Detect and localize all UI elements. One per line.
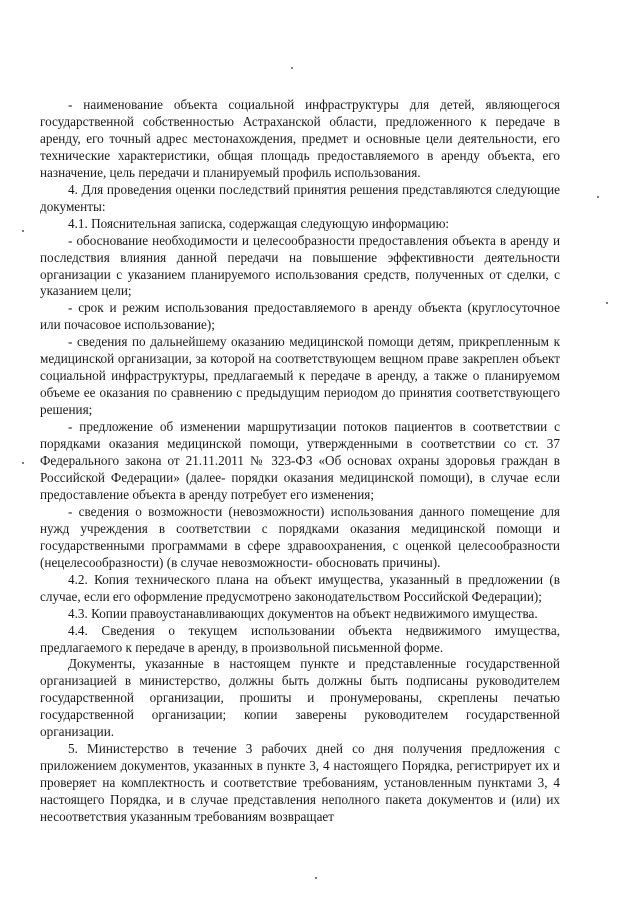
scan-speck [22,462,24,464]
scan-speck [315,877,317,879]
paragraph-documents-signing: Документы, указанные в настоящем пункте и представленные государственной организацией в министерство, должны быть должны быть подписаны руководителем государственной организации, прошиты и пронумерованы, скреплены печатью государственной организации; копии заверены руководителем государственной организации. [40,656,560,740]
paragraph-item-4-1: 4.1. Пояснительная записка, содержащая следующую информацию: [68,215,450,231]
paragraph-justification: - обоснование необходимости и целесообразности предоставления объекта в аренду и последствия влияния данной передачи на повышение эффективности деятельности организации с указанием планируемого использования средств, полученных от сделки, с указанием цели; [40,232,560,299]
paragraph-item-4: 4. Для проведения оценки последствий принятия решения представляются следующие документы: [40,181,560,214]
scan-speck [606,302,608,304]
paragraph-item-4-3: 4.3. Копии правоустанавливающих документов на объект недвижимого имущества. [68,605,538,621]
paragraph-possibility: - сведения о возможности (невозможности) использования данного помещение для нужд учреждения в соответствии с порядками оказания медицинской помощи и государственными программами в сфере здравоохранения, с оценкой целесообразности (нецелесообразности) (в случае невозможности- обосновать причины). [40,503,560,570]
scan-speck [597,196,599,198]
paragraph-item-4-2: 4.2. Копия технического плана на объект имущества, указанный в предложении (в случае, если его оформление предусмотрено законодательством Российской Федерации); [40,571,560,604]
paragraph-item-5: 5. Министерство в течение 3 рабочих дней со дня получения предложения с приложением документов, указанных в пункте 3, 4 настоящего Порядка, регистрирует их и проверяет на комплектность и соответствие требованиям, установленным пунктами 3, 4 настоящего Порядка, и в случае представления неполного пакета документов и (или) их несоответствия указанным требованиям возвращает [40,741,560,825]
paragraph-item-4-4: 4.4. Сведения о текущем использовании объекта недвижимого имущества, предлагаемого к передаче в аренду, в произвольной письменной форме. [40,622,560,655]
document-body [40,97,560,826]
scan-speck [291,67,293,69]
paragraph-routing: - предложение об изменении маршрутизации потоков пациентов в соответствии с порядками оказания медицинской помощи, утвержденными в соответствии со ст. 37 Федерального закона от 21.11.2011 № 323-ФЗ «Об основах охраны здоровья граждан в Российской Федерации» (далее- порядки оказания медицинской помощи), в случае если предоставление объекта в аренду потребует его изменения; [40,419,560,502]
paragraph-object-name: - наименование объекта социальной инфраструктуры для детей, являющегося государственной собственностью Астраханской области, предложенного к передаче в аренду, его точный адрес местонахождения, предмет и основные цели деятельности, его технические характеристики, общая площадь предоставляемого в аренду объекта, его назначение, цель передачи и планируемый профиль использования. [40,97,560,180]
paragraph-term-mode: - срок и режим использования предоставляемого в аренду объекта (круглосуточное или почасовое использование); [40,300,560,333]
paragraph-medical-care: - сведения по дальнейшему оказанию медицинской помощи детям, прикрепленным к медицинской организации, за которой на соответствующем вещном праве закреплен объект социальной инфраструктуры, предлагаемый к передаче в аренду, а также о планируемом объеме ее оказания по сравнению с предыдущим периодом до принятия соответствующего решения; [40,334,560,418]
scan-speck [22,230,24,232]
